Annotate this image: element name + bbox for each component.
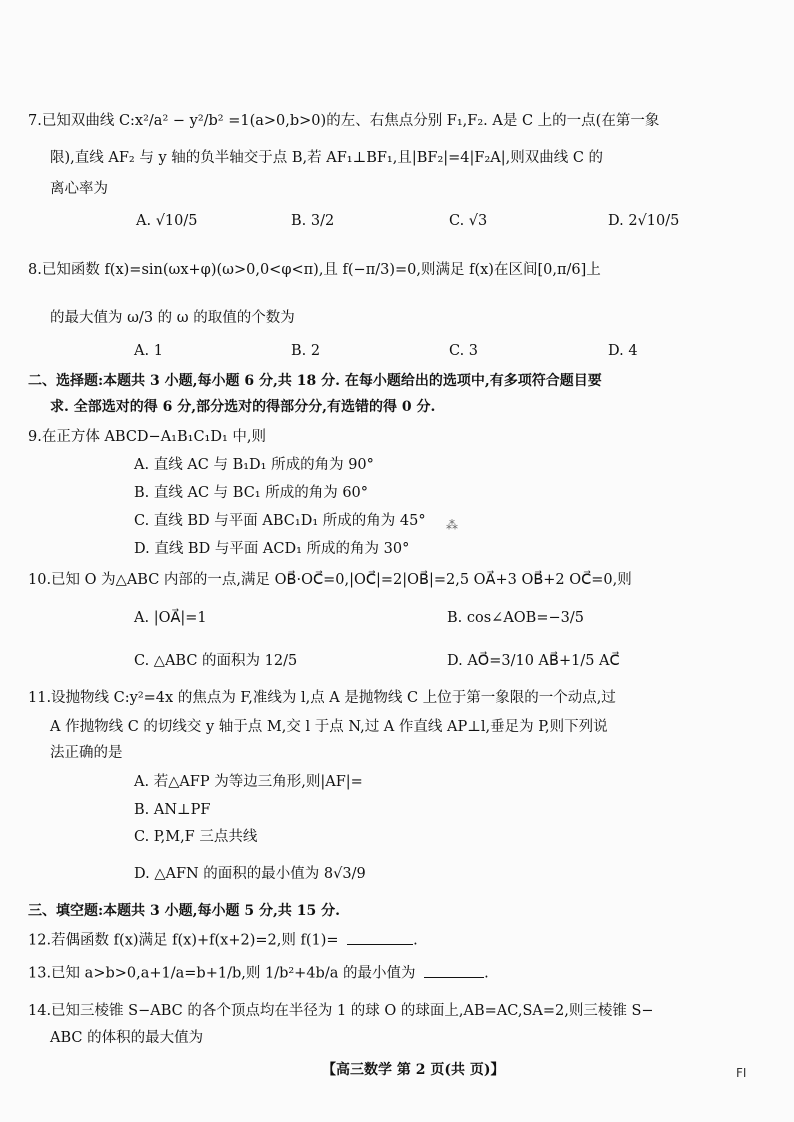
q12-answer-blank	[347, 929, 413, 945]
q9-option-b: B. 直线 AC 与 BC₁ 所成的角为 60°	[134, 485, 369, 501]
q9-option-c: C. 直线 BD 与平面 ABC₁D₁ 所成的角为 45°	[134, 513, 426, 529]
scan-smudge: ⁂	[446, 518, 458, 532]
q11-option-d: D. △AFN 的面积的最小值为 8√3/9	[134, 866, 366, 882]
q7-line1: 7.已知双曲线 C:x²/a² − y²/b² =1(a>0,b>0)的左、右焦点分别 F₁,F₂. A是 C 上的一点(在第一象	[28, 113, 660, 129]
q12-text	[28, 929, 418, 950]
q13-text	[28, 962, 489, 983]
q11-option-a: A. 若△AFP 为等边三角形,则|AF|=	[134, 774, 363, 790]
q9-option-d: D. 直线 BD 与平面 ACD₁ 所成的角为 30°	[134, 541, 410, 557]
q12-question: 12.若偶函数 f(x)满足 f(x)+f(x+2)=2,则 f(1)=	[28, 932, 339, 949]
q10-option-c: C. △ABC 的面积为 12/5	[134, 653, 298, 669]
q13-question: 13.已知 a>b>0,a+1/a=b+1/b,则 1/b²+4b/a 的最小值为	[28, 965, 416, 982]
q13-answer-blank	[424, 962, 484, 978]
q14-line2: ABC 的体积的最大值为	[50, 1030, 204, 1046]
q9-option-a: A. 直线 AC 与 B₁D₁ 所成的角为 90°	[134, 457, 374, 473]
q8-line1: 8.已知函数 f(x)=sin(ωx+φ)(ω>0,0<φ<π),且 f(−π/3)=0,则满足 f(x)在区间[0,π/6]上	[28, 262, 601, 278]
q11-option-c: C. P,M,F 三点共线	[134, 829, 258, 845]
q7-option-d: D. 2√10/5	[608, 213, 680, 229]
q9-stem: 9.在正方体 ABCD−A₁B₁C₁D₁ 中,则	[28, 429, 267, 445]
q12-period: .	[413, 932, 418, 949]
q11-option-b: B. AN⊥PF	[134, 802, 211, 818]
q13-period: .	[484, 965, 489, 982]
q7-line3: 离心率为	[50, 181, 108, 197]
q10-option-d: D. AO⃗=3/10 AB⃗+1/5 AC⃗	[447, 653, 620, 669]
page-footer: 【高三数学 第 2 页(共 页)】	[322, 1062, 505, 1078]
q11-line3: 法正确的是	[50, 745, 123, 761]
footer-code: FI	[736, 1066, 747, 1080]
section2-heading: 二、选择题:本题共 3 小题,每小题 6 分,共 18 分. 在每小题给出的选项中,有多项符合题目要	[28, 373, 602, 389]
q14-line1: 14.已知三棱锥 S−ABC 的各个顶点均在半径为 1 的球 O 的球面上,AB=AC,SA=2,则三棱锥 S−	[28, 1003, 654, 1019]
q7-line2: 限),直线 AF₂ 与 y 轴的负半轴交于点 B,若 AF₁⊥BF₁,且|BF₂|=4|F₂A|,则双曲线 C 的	[50, 150, 604, 166]
q10-stem: 10.已知 O 为△ABC 内部的一点,满足 OB⃗·OC⃗=0,|OC⃗|=2|OB⃗|=2,5 OA⃗+3 OB⃗+2 OC⃗=0,则	[28, 572, 632, 588]
q11-line1: 11.设抛物线 C:y²=4x 的焦点为 F,准线为 l,点 A 是抛物线 C 上位于第一象限的一个动点,过	[28, 690, 616, 706]
q8-line2: 的最大值为 ω/3 的 ω 的取值的个数为	[50, 310, 295, 326]
q8-option-b: B. 2	[291, 343, 321, 359]
q8-option-c: C. 3	[449, 343, 479, 359]
section3-heading: 三、填空题:本题共 3 小题,每小题 5 分,共 15 分.	[28, 903, 340, 919]
q8-option-d: D. 4	[608, 343, 638, 359]
q11-line2: A 作抛物线 C 的切线交 y 轴于点 M,交 l 于点 N,过 A 作直线 AP⊥l,垂足为 P,则下列说	[50, 719, 608, 735]
q10-option-a: A. |OA⃗|=1	[134, 610, 207, 626]
q7-option-b: B. 3/2	[291, 213, 335, 229]
q8-option-a: A. 1	[134, 343, 163, 359]
q7-option-c: C. √3	[449, 213, 488, 229]
q7-option-a: A. √10/5	[136, 213, 198, 229]
q10-option-b: B. cos∠AOB=−3/5	[447, 610, 584, 626]
section2-instructions: 求. 全部选对的得 6 分,部分选对的得部分分,有选错的得 0 分.	[50, 399, 436, 415]
